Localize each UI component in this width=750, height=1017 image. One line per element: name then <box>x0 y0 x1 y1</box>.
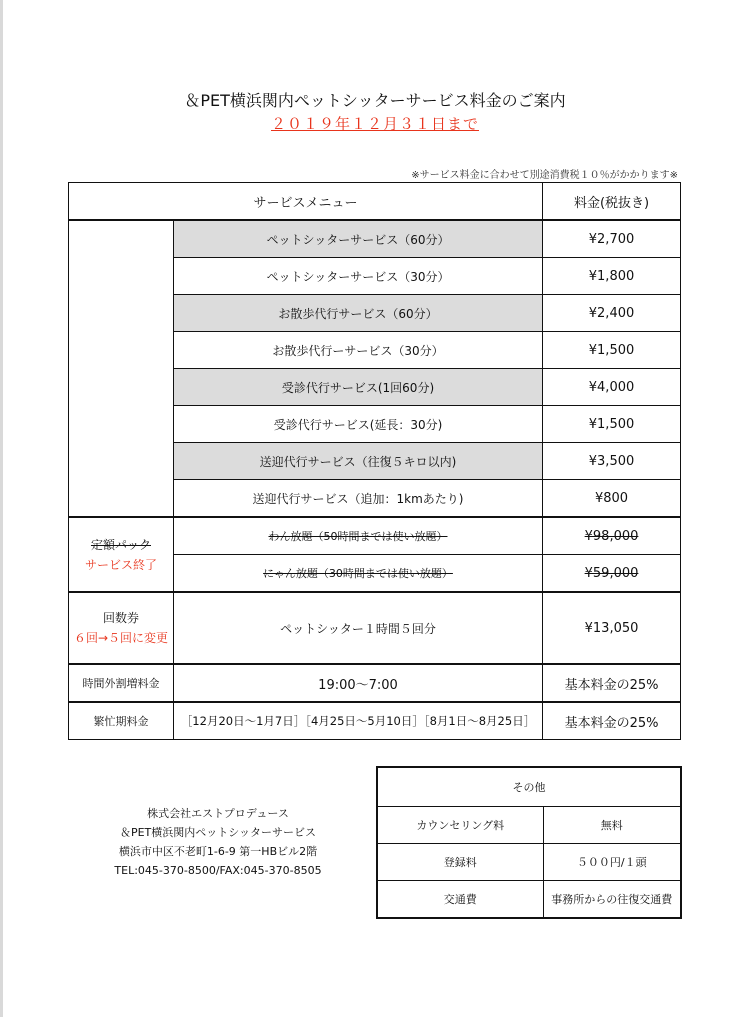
other-fee-value: ５００円/１頭 <box>543 844 681 881</box>
company-contact: TEL:045-370-8500/FAX:045-370-8505 <box>114 864 322 877</box>
service-price: ¥2,700 <box>543 220 681 258</box>
busy-label: 繁忙期料金 <box>69 702 174 740</box>
overtime-hours: 19:00～7:00 <box>174 664 543 702</box>
other-fee-label: 交通費 <box>377 881 543 919</box>
tax-note: ※サービス料金に合わせて別途消費税１０％がかかります※ <box>411 170 678 181</box>
ticket-label: 回数券 <box>102 611 139 625</box>
table-row <box>377 881 681 919</box>
service-price: ¥3,500 <box>543 443 681 480</box>
service-name: お散歩代行ーサービス（30分） <box>174 332 543 369</box>
page-title: ＆PET横浜関内ペットシッターサービス料金のご案内 <box>184 91 566 110</box>
table-row <box>69 702 681 740</box>
company-name: 株式会社エストプロデュース <box>147 807 289 820</box>
col-price-header: 料金(税抜き) <box>543 183 681 221</box>
other-fee-label: 登録料 <box>377 844 543 881</box>
pack-label-cell <box>69 517 174 592</box>
service-name: ペットシッターサービス（60分） <box>174 220 543 258</box>
other-fees-table <box>376 766 682 919</box>
ticket-change-note: ６回→５回に変更 <box>73 631 169 645</box>
company-address: 横浜市中区不老町1-6-9 第一HBビル2階 <box>118 845 318 858</box>
validity-date: ２０１９年１２月３１日まで <box>270 115 479 133</box>
ticket-price: ¥13,050 <box>543 592 681 664</box>
service-name: 受診代行サービス(1回60分) <box>174 369 543 406</box>
table-row <box>377 807 681 844</box>
table-row <box>69 664 681 702</box>
service-name: 送迎代行サービス（往復５キロ以内) <box>174 443 543 480</box>
table-row <box>69 220 681 258</box>
other-fees-title: その他 <box>377 767 681 807</box>
service-price: ¥1,800 <box>543 258 681 295</box>
company-service: ＆PET横浜関内ペットシッターサービス <box>119 826 317 839</box>
service-name: 受診代行サービス(延長：30分) <box>174 406 543 443</box>
pack-item-price: ¥59,000 <box>543 555 681 593</box>
busy-price: 基本料金の25% <box>543 702 681 740</box>
pack-item-name: にゃん放題（30時間までは使い放題） <box>174 555 543 593</box>
page-edge <box>0 0 3 1017</box>
pack-item-name: わん放題（50時間までは使い放題） <box>174 517 543 555</box>
services-group-cell <box>69 220 174 517</box>
service-price: ¥1,500 <box>543 332 681 369</box>
ticket-label-cell <box>69 592 174 664</box>
other-fee-value: 無料 <box>543 807 681 844</box>
table-row <box>377 844 681 881</box>
service-price: ¥4,000 <box>543 369 681 406</box>
service-price: ¥2,400 <box>543 295 681 332</box>
service-name: お散歩代行サービス（60分） <box>174 295 543 332</box>
ticket-name: ペットシッター１時間５回分 <box>174 592 543 664</box>
price-table <box>68 182 681 740</box>
table-row <box>69 517 681 555</box>
pack-label: 定額パック <box>90 537 151 552</box>
busy-periods: ［12月20日～1月7日］［4月25日～5月10日］［8月1日～8月25日］ <box>174 702 543 740</box>
col-menu-header: サービスメニュー <box>69 183 543 221</box>
price-table-header <box>69 183 681 221</box>
service-price: ¥800 <box>543 480 681 518</box>
service-name: 送迎代行サービス（追加：1kmあたり) <box>174 480 543 518</box>
other-fees-header <box>377 767 681 807</box>
overtime-label: 時間外割増料金 <box>69 664 174 702</box>
company-info <box>108 804 328 880</box>
table-row <box>69 592 681 664</box>
pack-item-price: ¥98,000 <box>543 517 681 555</box>
overtime-price: 基本料金の25% <box>543 664 681 702</box>
other-fee-value: 事務所からの往復交通費 <box>543 881 681 919</box>
service-price: ¥1,500 <box>543 406 681 443</box>
service-name: ペットシッターサービス（30分） <box>174 258 543 295</box>
other-fee-label: カウンセリング料 <box>377 807 543 844</box>
pack-ended-note: サービス終了 <box>84 557 157 572</box>
